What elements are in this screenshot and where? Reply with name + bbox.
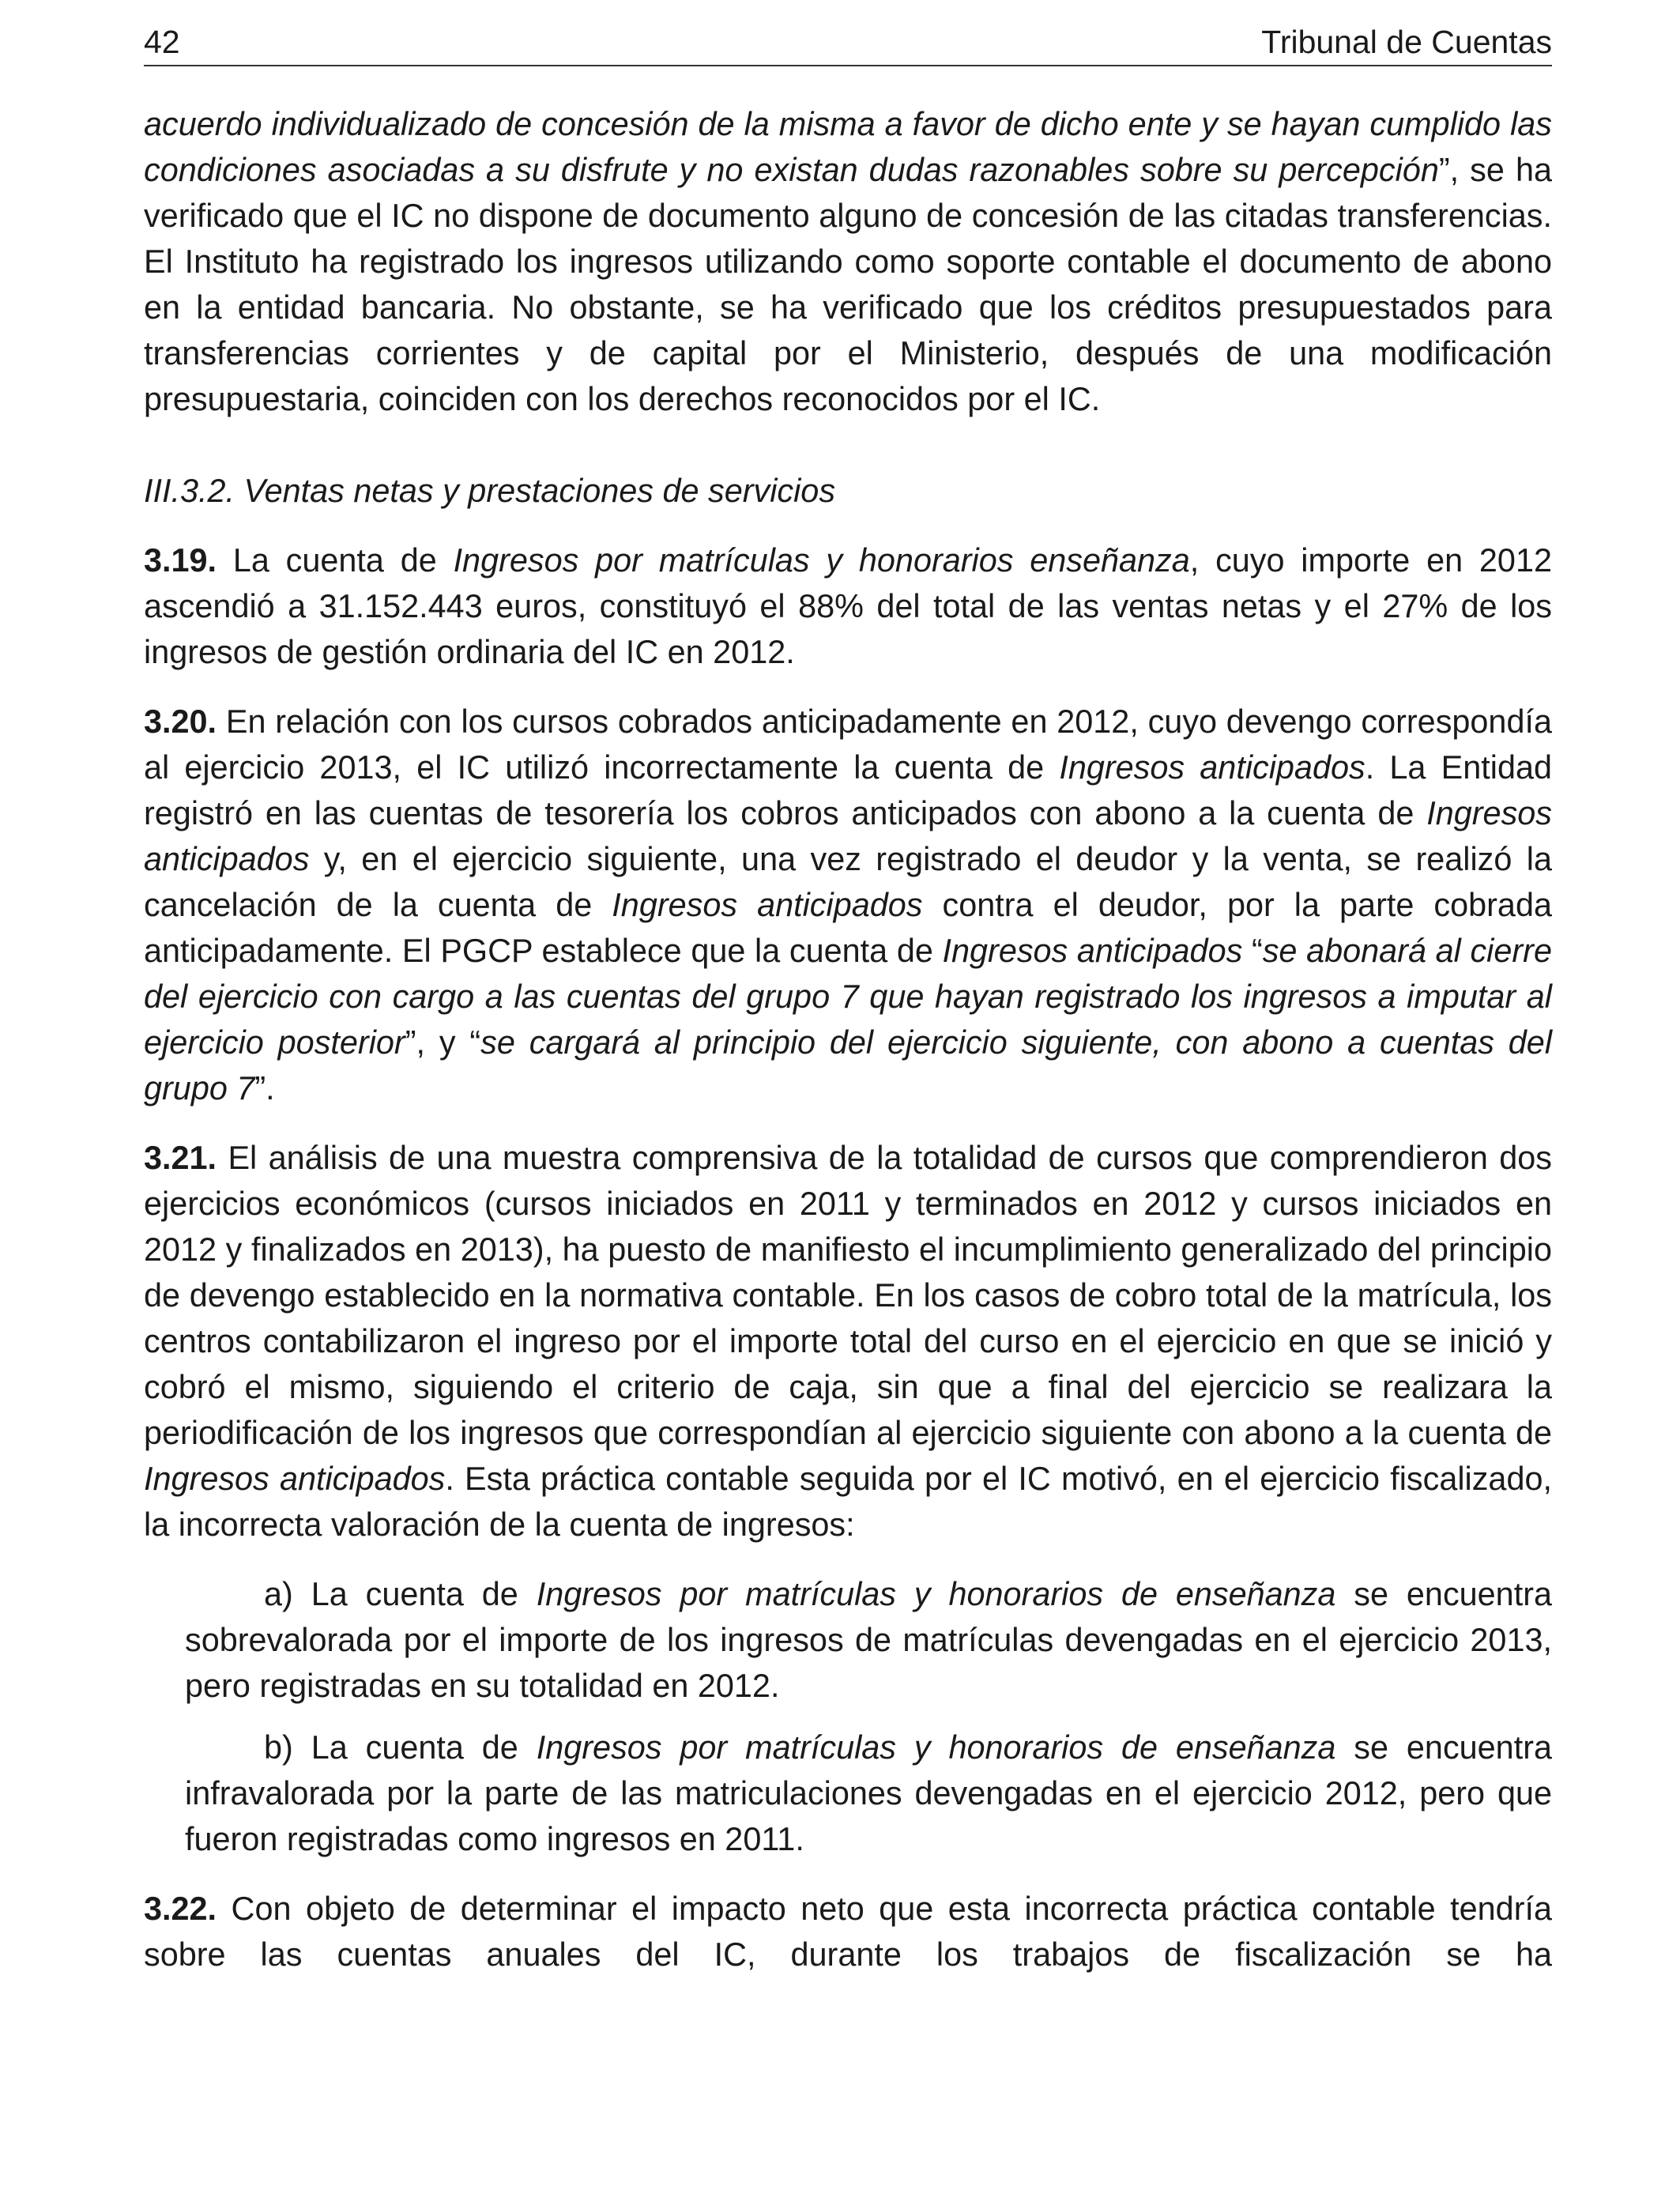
paragraph-number: 3.22. — [144, 1891, 217, 1927]
paragraph-number: 3.20. — [144, 703, 217, 740]
page-number: 42 — [144, 24, 180, 60]
page-header — [144, 22, 1552, 66]
paragraph-number: 3.19. — [144, 542, 217, 579]
sub-list — [144, 1571, 1552, 1862]
paragraph-continuation: acuerdo individualizado de concesión de la misma a favor de dicho ente y se hayan cumplido las condiciones asociadas a su disfrute y no existan dudas razonables sobre su percepción”, se ha verificado que el IC no dispone de documento alguno de concesión de las citadas transferencias. El Instituto ha registrado los ingresos utilizando como soporte contable el documento de abono en la entidad bancaria. No obstante, se ha verificado que los créditos presupuestados para transferencias corrientes y de capital por el Ministerio, después de una modificación presupuestaria, coinciden con los derechos reconocidos por el IC. — [144, 106, 1552, 417]
section-heading: III.3.2. Ventas netas y prestaciones de servicios — [144, 473, 836, 509]
list-item-a: a) La cuenta de Ingresos por matrículas y honorarios de enseñanza se encuentra sobrevalorada por el importe de los ingresos de matrículas devengadas en el ejercicio 2013, pero registradas en su totalidad en 2012. — [185, 1576, 1552, 1704]
paragraph-3-19: 3.19. La cuenta de Ingresos por matrículas y honorarios enseñanza, cuyo importe en 2012 ascendió a 31.152.443 euros, constituyó el 88% del total de las ventas netas y el 27% de los ingresos de gestión ordinaria del IC en 2012. — [144, 542, 1552, 670]
list-item-b: b) La cuenta de Ingresos por matrículas y honorarios de enseñanza se encuentra infravalorada por la parte de las matriculaciones devengadas en el ejercicio 2012, pero que fueron registradas como ingresos en 2011. — [185, 1729, 1552, 1857]
quote-text: acuerdo individualizado de concesión de la misma a favor de dicho ente y se hayan cumplido las condiciones asociadas a su disfrute y no existan dudas razonables sobre su percepción — [144, 106, 1552, 188]
paragraph-number: 3.21. — [144, 1140, 217, 1176]
document-body — [144, 101, 1552, 1977]
paragraph-3-22: 3.22. Con objeto de determinar el impacto neto que esta incorrecta práctica contable tendría sobre las cuentas anuales del IC, durante los trabajos de fiscalización se ha — [144, 1891, 1552, 1973]
running-title: Tribunal de Cuentas — [1261, 24, 1552, 60]
paragraph-3-21: 3.21. El análisis de una muestra comprensiva de la totalidad de cursos que comprendieron dos ejercicios económicos (cursos iniciados en 2011 y terminados en 2012 y cursos iniciados en 2012 y finalizados en 2013), ha puesto de manifiesto el incumplimiento generalizado del principio de devengo establecido en la normativa contable. En los casos de cobro total de la matrícula, los centros contabilizaron el ingreso por el importe total del curso en el ejercicio en que se inició y cobró el mismo, siguiendo el criterio de caja, sin que a final del ejercicio se realizara la periodificación de los ingresos que correspondían al ejercicio siguiente con abono a la cuenta de Ingresos anticipados. Esta práctica contable seguida por el IC motivó, en el ejercicio fiscalizado, la incorrecta valoración de la cuenta de ingresos: — [144, 1140, 1552, 1543]
paragraph-3-20: 3.20. En relación con los cursos cobrados anticipadamente en 2012, cuyo devengo correspondía al ejercicio 2013, el IC utilizó incorrectamente la cuenta de Ingresos anticipados. La Entidad registró en las cuentas de tesorería los cobros anticipados con abono a la cuenta de Ingresos anticipados y, en el ejercicio siguiente, una vez registrado el deudor y la venta, se realizó la cancelación de la cuenta de Ingresos anticipados contra el deudor, por la parte cobrada anticipadamente. El PGCP establece que la cuenta de Ingresos anticipados “se abonará al cierre del ejercicio con cargo a las cuentas del grupo 7 que hayan registrado los ingresos a imputar al ejercicio posterior”, y “se cargará al principio del ejercicio siguiente, con abono a cuentas del grupo 7”. — [144, 703, 1553, 1106]
